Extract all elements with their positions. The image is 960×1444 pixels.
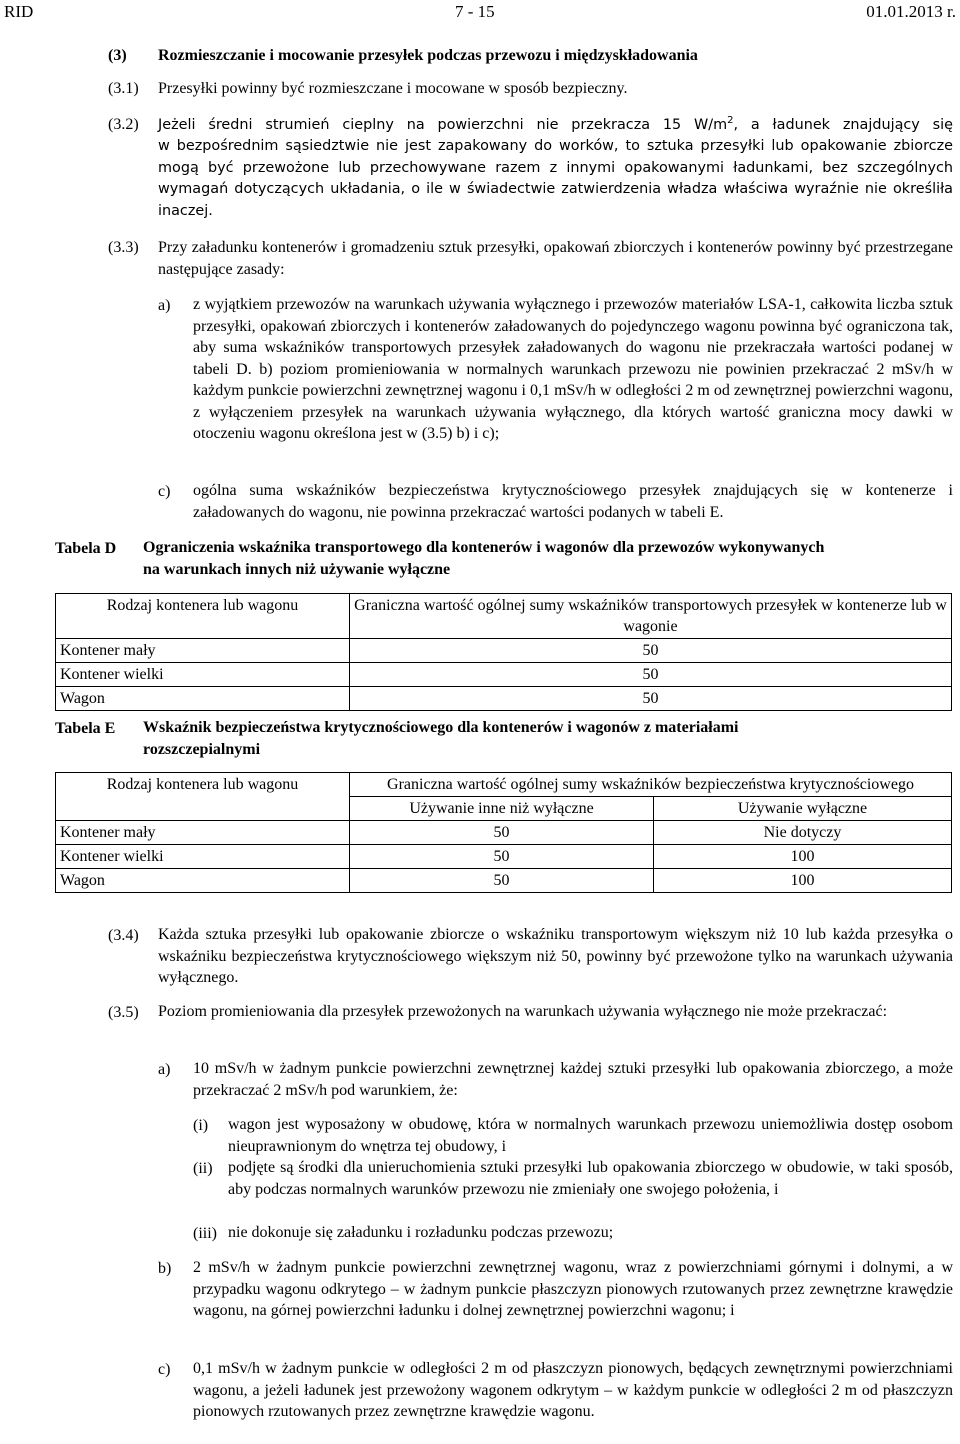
table-row xyxy=(56,821,952,845)
section-3-3-text: Przy załadunku kontenerów i gromadzeniu sztuk przesyłki, opakowań zbiorczych i kontenerów powinny być przestrzegane następujące zasady: xyxy=(158,239,953,278)
section-3-5-number: (3.5) xyxy=(108,1004,139,1021)
table-e-cell-non-exclusive: 50 xyxy=(350,821,654,845)
section-3-2-first-line: Jeżeli średni strumień cieplny na powierzchni nie przekracza 15 $W/m^2$, a ładunek znajdujący się xyxy=(158,115,953,133)
table-e-cell-non-exclusive: 50 xyxy=(350,845,654,869)
section-3-5-i-text: wagon jest wyposażony w obudowę, która w normalnych warunkach przewozu uniemożliwia dostęp osobom nieuprawnionym do wnętrza tej obudowy, i xyxy=(228,1116,953,1155)
section-3-5-c-label: c) xyxy=(158,1361,171,1378)
table-e-header-type: Rodzaj kontenera lub wagonu xyxy=(56,773,350,821)
section-3-5-a-text: 10 mSv/h w żadnym punkcie powierzchni zewnętrznej każdej sztuki przesyłki lub opakowania zbiorczego, a może przekraczać 2 mSv/h pod warunkiem, że: xyxy=(193,1060,953,1099)
table-d-cell-value: 50 xyxy=(350,639,952,663)
table-e-cell-non-exclusive: 50 xyxy=(350,869,654,893)
table-row xyxy=(56,639,952,663)
table-e-title: Wskaźnik bezpieczeństwa krytycznościowego dla kontenerów i wagonów z materiałami rozszczepialnymi xyxy=(143,719,739,758)
section-3-5-iii-text: nie dokonuje się załadunku i rozładunku podczas przewozu; xyxy=(228,1224,614,1241)
table-row xyxy=(56,687,952,711)
table-e-subheader-non-exclusive: Używanie inne niż wyłączne xyxy=(350,797,654,821)
section-3-number: (3) xyxy=(108,47,127,64)
table-d-cell-value: 50 xyxy=(350,687,952,711)
table-e-cell-type: Kontener wielki xyxy=(56,845,350,869)
section-3-5-c-text: 0,1 mSv/h w żadnym punkcie w odległości 2 m od płaszczyzn pionowych, będących zewnętrznymi powierzchniami wagonu, a jeżeli ładunek jest przewożony wagonem odkrytym – w każdym punkcie w odległości 2 m od płaszczyzn pionowych rzutowanych przez zewnętrzne krawędzie wagonu. xyxy=(193,1360,953,1420)
section-3-2-number: (3.2) xyxy=(108,116,139,133)
section-3-5-b-label: b) xyxy=(158,1260,172,1277)
table-d-cell-type: Wagon xyxy=(56,687,350,711)
section-3-1-text: Przesyłki powinny być rozmieszczane i mocowane w sposób bezpieczny. xyxy=(158,80,628,97)
table-e-cell-exclusive: 100 xyxy=(654,869,952,893)
section-3-5-ii-text: podjęte są środki dla unieruchomienia sztuki przesyłki lub opakowania zbiorczego w obudowie, w taki sposób, aby podczas normalnych warunków przewozu nie zmieniały one swojego położenia, i xyxy=(228,1159,953,1198)
table-d-header-type: Rodzaj kontenera lub wagonu xyxy=(56,594,350,639)
section-3-3-c-text: ogólna suma wskaźników bezpieczeństwa krytycznościowego przesyłek znajdujących się w kontenerze i załadowanych do wagonu, nie powinna przekraczać wartości podanych w tabeli E. xyxy=(193,482,953,521)
section-3-4-text: Każda sztuka przesyłki lub opakowanie zbiorcze o wskaźniku transportowym większym niż 10 lub każda przesyłka o wskaźniku bezpieczeństwa krytycznościowego większym niż 50, powinny być przewożone tylko na warunkach używania wyłącznego. xyxy=(158,926,953,986)
header-date: 01.01.2013 r. xyxy=(866,2,956,21)
section-3-3-c-label: c) xyxy=(158,483,171,500)
section-3-3-a-label: a) xyxy=(158,297,171,314)
section-3-4-number: (3.4) xyxy=(108,927,139,944)
table-d-label: Tabela D xyxy=(55,540,117,557)
table-e-subheader-exclusive: Używanie wyłączne xyxy=(654,797,952,821)
table-e-cell-type: Kontener mały xyxy=(56,821,350,845)
table-d-cell-type: Kontener wielki xyxy=(56,663,350,687)
section-3-5-b-text: 2 mSv/h w żadnym punkcie powierzchni zewnętrznej wagonu, wraz z powierzchniami górnymi i dolnymi, a w przypadku wagonu odkrytego – w żadnym punkcie płaszczyzn pionowych rzutowanych przez zewnętrzne krawędzie wagonu, na górnej powierzchni ładunku i dolnej zewnętrznej powierzchni wagonu; i xyxy=(193,1259,953,1319)
section-3-5-i-label: (i) xyxy=(193,1117,209,1134)
table-e-cell-exclusive: 100 xyxy=(654,845,952,869)
section-3-5-text: Poziom promieniowania dla przesyłek przewożonych na warunkach używania wyłącznego nie może przekraczać: xyxy=(158,1003,888,1020)
table-e-cell-exclusive: Nie dotyczy xyxy=(654,821,952,845)
table-row xyxy=(56,845,952,869)
section-3-5-ii-label: (ii) xyxy=(193,1160,213,1177)
table-row xyxy=(56,869,952,893)
section-3-5-a-label: a) xyxy=(158,1061,171,1078)
section-3-3-number: (3.3) xyxy=(108,239,139,256)
table-d-header-limit: Graniczna wartość ogólnej sumy wskaźników transportowych przesyłek w kontenerze lub w wagonie xyxy=(350,594,952,639)
table-d-cell-type: Kontener mały xyxy=(56,639,350,663)
table-e-label: Tabela E xyxy=(55,720,116,737)
section-3-2-text: w bezpośrednim sąsiedztwie nie jest zapakowany do worków, to sztuka przesyłki lub opakowanie zbiorcze mogą być przewożone lub przechowywane razem z innymi opakowanymi ładunkami, bez szczególnych wymagań dotyczących układania, o ile w świadectwie zatwierdzenia władza właściwa wyraźnie nie określiła inaczej. xyxy=(158,138,953,219)
table-row xyxy=(56,663,952,687)
section-3-5-iii-label: (iii) xyxy=(193,1225,217,1242)
table-e-header-limit: Graniczna wartość ogólnej sumy wskaźników bezpieczeństwa krytycznościowego xyxy=(350,773,952,797)
table-d xyxy=(55,593,952,711)
table-d-cell-value: 50 xyxy=(350,663,952,687)
page-number: 7 - 15 xyxy=(455,2,495,21)
section-3-1-number: (3.1) xyxy=(108,80,139,97)
header-left: RID xyxy=(4,2,34,21)
section-3-title: Rozmieszczanie i mocowanie przesyłek podczas przewozu i międzyskładowania xyxy=(158,47,698,64)
table-e xyxy=(55,772,952,893)
table-e-cell-type: Wagon xyxy=(56,869,350,893)
table-d-title: Ograniczenia wskaźnika transportowego dla kontenerów i wagonów dla przewozów wykonywanych na warunkach innych niż używanie wyłączne xyxy=(143,539,825,578)
section-3-3-a-text: z wyjątkiem przewozów na warunkach używania wyłącznego i przewozów materiałów LSA-1, całkowita liczba sztuk przesyłki, opakowań zbiorczych i kontenerów załadowanych do pojedynczego wagonu powinna być ograniczona tak, aby suma wskaźników transportowych przesyłek załadowanych do wagonu nie przekraczała wartości podanej w tabeli D. b) poziom promieniowania w normalnych warunkach przewozu nie powinien przekraczać 2 mSv/h w każdym punkcie powierzchni zewnętrznej wagonu i 0,1 mSv/h w odległości 2 m od zewnętrznej powierzchni wagonu, z wyłączeniem przesyłek na warunkach używania wyłącznego, dla których wartość graniczna mocy dawki w otoczeniu wagonu określona jest w (3.5) b) i c); xyxy=(193,296,953,442)
